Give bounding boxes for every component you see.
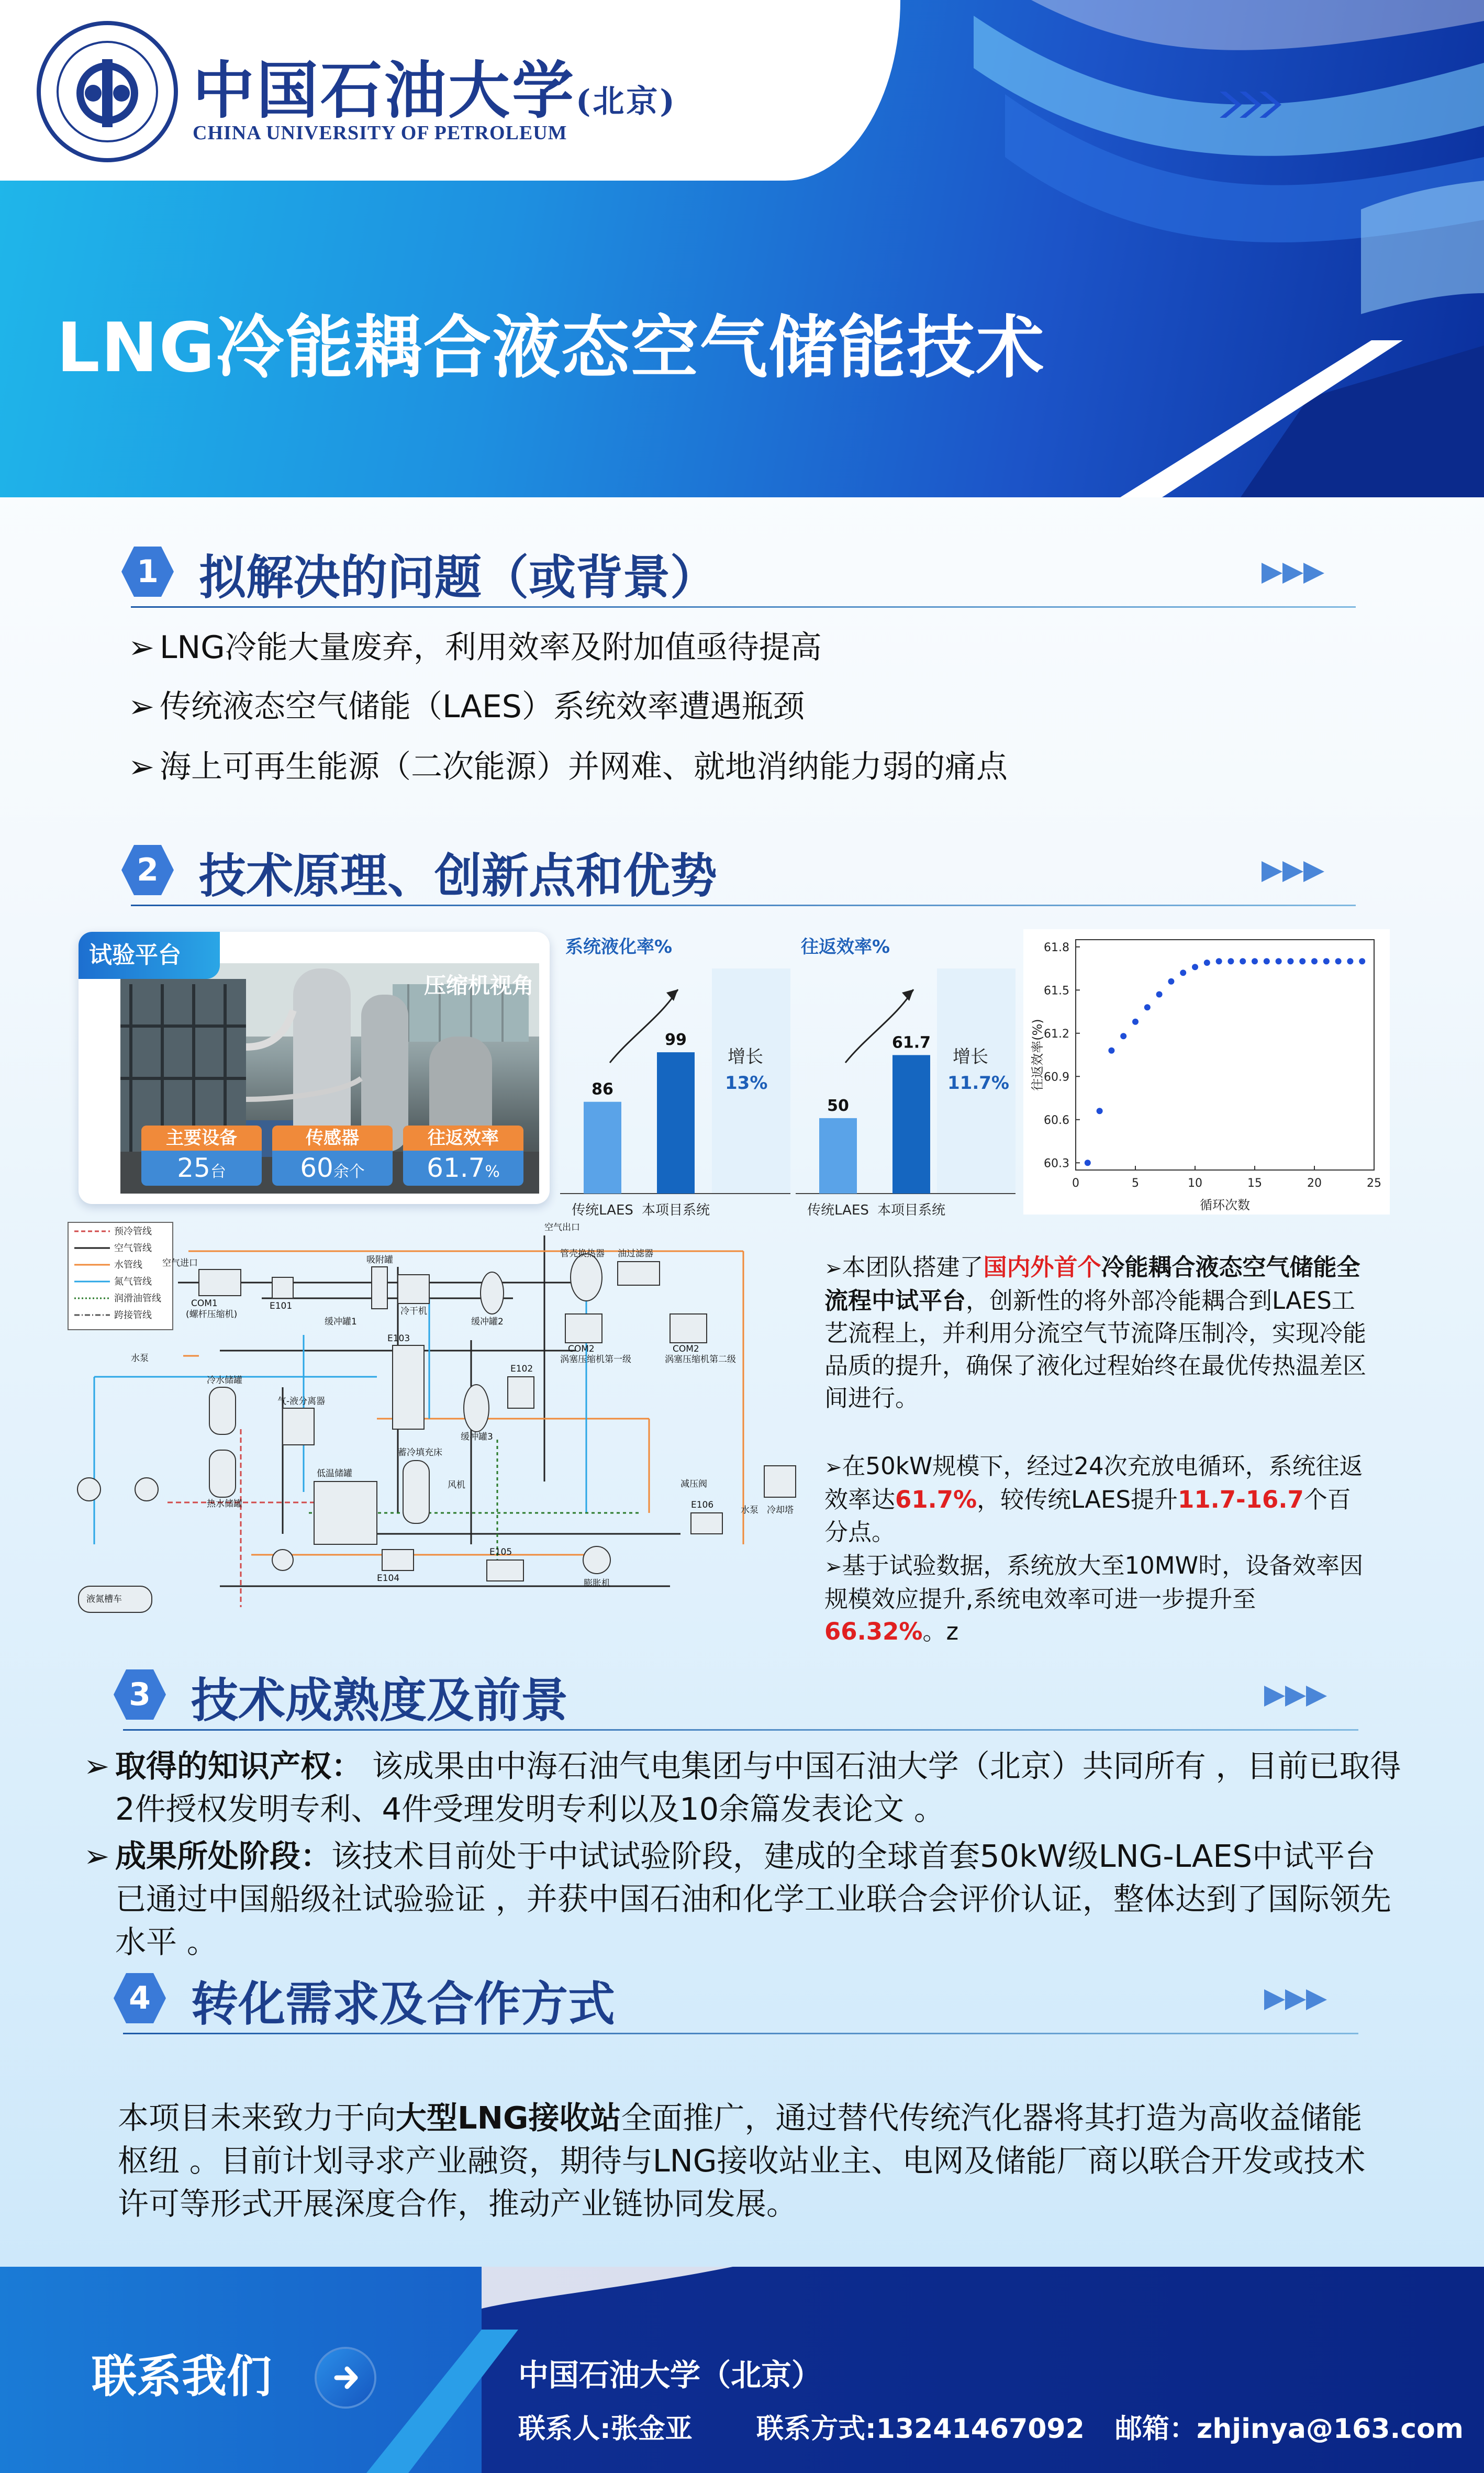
bar <box>657 1052 695 1194</box>
bar-value-label: 86 <box>592 1080 613 1099</box>
scatter-point <box>1180 970 1186 976</box>
liquefaction-rate-chart <box>560 937 790 1218</box>
footer-org: 中国石油大学（北京） <box>518 2357 822 2393</box>
y-tick-label: 60.6 <box>1044 1113 1069 1127</box>
scatter-point <box>1144 1004 1151 1010</box>
platform-tag: 试验平台 <box>79 932 220 979</box>
scatter-point <box>1287 958 1293 964</box>
x-tick-label: 5 <box>1132 1177 1139 1190</box>
scatter-point <box>1228 958 1234 964</box>
chart-title: 往返效率% <box>801 937 890 957</box>
bullet-arrow-icon: ➢ <box>824 1555 842 1579</box>
svg-text:低温储罐: 低温储罐 <box>317 1468 352 1479</box>
process-flow-diagram <box>63 1220 806 1618</box>
scatter-point <box>1359 958 1365 964</box>
university-name-cn: 中国石油大学(北京) <box>193 54 677 127</box>
bullet-arrow-icon: ➢ <box>128 688 155 725</box>
scatter-point <box>1168 978 1174 985</box>
bullet-arrow-icon: ➢ <box>84 1748 110 1784</box>
scatter-point <box>1335 958 1342 964</box>
bar-value-label: 61.7 <box>891 1033 931 1052</box>
svg-text:水泵: 水泵 <box>131 1353 149 1364</box>
svg-text:COM2: COM2 <box>673 1344 699 1354</box>
growth-arrow <box>610 989 678 1063</box>
section-3-heading: 3 技术成熟度及前景 <box>113 1662 1358 1730</box>
scatter-point <box>1216 958 1222 964</box>
chart-annotation: 增长 <box>953 1046 988 1067</box>
svg-text:涡塞压缩机第一级: 涡塞压缩机第一级 <box>560 1354 631 1365</box>
scatter-point <box>1347 958 1353 964</box>
contact-person: 联系人:张金亚 <box>518 2413 693 2445</box>
svg-text:E104: E104 <box>377 1573 400 1584</box>
bullet-arrow-icon: ➢ <box>128 749 155 785</box>
svg-text:热水储罐: 热水储罐 <box>207 1499 242 1509</box>
svg-text:冷干机: 冷干机 <box>400 1306 427 1317</box>
ip-rights: ➢ 取得的知识产权： 该成果由中海石油气电集团与中国石油大学（北京）共同所有 ，目前已取得2件授权发明专利、4件受理发明专利以及10余篇发表论文 。 <box>84 1745 1403 1831</box>
svg-text:E103: E103 <box>387 1333 410 1344</box>
arrow-right-circle-icon <box>317 2349 374 2407</box>
x-tick-label: 10 <box>1188 1177 1202 1190</box>
compressor-view-label: 压缩机视角 <box>423 973 534 998</box>
chart-annotation-value: 11.7% <box>947 1073 1009 1094</box>
svg-text:蓄冷填充床: 蓄冷填充床 <box>398 1447 442 1458</box>
header-banner <box>0 0 1484 497</box>
y-tick-label: 61.2 <box>1044 1027 1069 1041</box>
svg-text:减压阀: 减压阀 <box>680 1479 707 1489</box>
x-tick-label: 0 <box>1072 1177 1079 1190</box>
legend-item: 水管线 <box>114 1260 142 1271</box>
bullet-arrow-icon: ➢ <box>128 629 155 666</box>
test-platform-card <box>79 932 550 1204</box>
svg-text:缓冲罐3: 缓冲罐3 <box>461 1432 493 1442</box>
section-2-title: 技术原理、创新点和优势 <box>199 849 717 904</box>
svg-text:风机: 风机 <box>448 1480 465 1490</box>
svg-text:液氮槽车: 液氮槽车 <box>86 1594 122 1605</box>
scatter-point <box>1240 958 1246 964</box>
x-tick-label: 25 <box>1367 1177 1381 1190</box>
stat-equipment: 主要设备 25台 <box>141 1126 262 1186</box>
scatter-point <box>1156 992 1163 998</box>
bullet-arrow-icon: ➢ <box>824 1455 842 1479</box>
bar <box>819 1118 857 1194</box>
scatter-point <box>1264 958 1270 964</box>
platform-description <box>824 1251 1371 1414</box>
scatter-point <box>1108 1048 1114 1054</box>
bar-category-label: 本项目系统 <box>641 1202 710 1218</box>
round-trip-efficiency-chart <box>796 937 1016 1218</box>
rich-para-1: 在50kW规模下，经过24次充放电循环，系统往返效率达61.7%，较传统LAES提升11.7-16.7个百分点。 <box>824 1452 1363 1546</box>
bar-category-label: 传统LAES <box>572 1202 633 1218</box>
rich-para-2: 基于试验数据，系统放大至10MW时，设备效率因规模效应提升,系统电效率可进一步提升至66.32%。z <box>824 1552 1364 1645</box>
scatter-point <box>1132 1019 1139 1025</box>
section-1-bullet-2: ➢ 传统液态空气储能（LAES）系统效率遭遇瓶颈 <box>128 686 805 728</box>
legend-item: 氮气管线 <box>114 1276 152 1287</box>
double-chevron-right-icon <box>1264 1987 1337 2013</box>
legend-item: 空气管线 <box>114 1243 152 1254</box>
scatter-point <box>1311 958 1318 964</box>
bullet-arrow-icon: ➢ <box>824 1256 842 1280</box>
header-decoration <box>785 0 1484 497</box>
double-chevron-right-icon <box>1264 1683 1337 1709</box>
svg-text:油过滤器: 油过滤器 <box>618 1249 653 1259</box>
cooperation-description <box>118 2097 1385 2225</box>
scatter-point <box>1085 1160 1091 1166</box>
bullet-arrow-icon: ➢ <box>84 1838 110 1874</box>
contact-button[interactable] <box>317 2349 374 2407</box>
svg-text:空气出口: 空气出口 <box>544 1222 580 1233</box>
bar-value-label: 99 <box>665 1031 687 1050</box>
contact-title: 联系我们 <box>92 2351 272 2403</box>
y-axis-label: 往返效率(%) <box>1030 1019 1045 1091</box>
svg-text:水泵: 水泵 <box>741 1505 758 1516</box>
bar <box>584 1102 621 1194</box>
contact-phone: 联系方式:13241467092 <box>756 2413 1085 2445</box>
scatter-point <box>1192 964 1198 970</box>
stat-efficiency: 往返效率 61.7% <box>403 1126 523 1186</box>
svg-text:冷水储罐: 冷水储罐 <box>207 1375 242 1386</box>
section-2-heading: 2 技术原理、创新点和优势 <box>120 838 1356 906</box>
section-1-bullet-1: ➢ LNG冷能大量废弃，利用效率及附加值亟待提高 <box>128 627 822 669</box>
svg-text:冷却塔: 冷却塔 <box>767 1505 794 1516</box>
svg-text:膨胀机: 膨胀机 <box>584 1578 610 1589</box>
contact-email[interactable]: 邮箱：zhjinya@163.com <box>1115 2413 1464 2445</box>
x-tick-label: 15 <box>1247 1177 1262 1190</box>
svg-text:空气进口: 空气进口 <box>162 1258 198 1268</box>
bar-category-label: 传统LAES <box>807 1202 869 1218</box>
y-tick-label: 61.5 <box>1044 984 1069 998</box>
scatter-point <box>1299 958 1306 964</box>
chart-annotation: 增长 <box>728 1046 763 1067</box>
chart-title: 系统液化率% <box>565 937 673 957</box>
university-seal-icon <box>37 21 178 162</box>
scatter-point <box>1252 958 1258 964</box>
svg-text:缓冲罐2: 缓冲罐2 <box>471 1317 504 1327</box>
efficiency-scatter-chart <box>1023 929 1390 1215</box>
rich-para-s4: 本项目未来致力于向大型LNG接收站全面推广，通过替代传统汽化器将其打造为高收益储能枢纽 。目前计划寻求产业融资，期待与LNG接收站业主、电网及储能厂商以联合开发或技术许可等形式开展深度合作，推动产业链协同发展。 <box>118 2100 1366 2222</box>
svg-text:E106: E106 <box>691 1500 714 1510</box>
efficiency-result <box>824 1450 1371 1549</box>
svg-text:涡塞压缩机第二级: 涡塞压缩机第二级 <box>665 1354 736 1365</box>
scatter-point <box>1276 958 1282 964</box>
scatter-point <box>1204 960 1210 966</box>
rich-para-0: 本团队搭建了国内外首个冷能耦合液态空气储能全流程中试平台，创新性的将外部冷能耦合到LAES工艺流程上，并利用分流空气节流降压制冷，实现冷能品质的提升，确保了液化过程始终在最优传热温差区间进行。 <box>824 1253 1367 1412</box>
svg-text:COM1: COM1 <box>191 1298 218 1309</box>
svg-text:COM2: COM2 <box>568 1344 595 1354</box>
scatter-point <box>1120 1033 1126 1039</box>
page-title: LNG冷能耦合液态空气储能技术 <box>57 308 1045 387</box>
chart-annotation-value: 13% <box>725 1073 768 1094</box>
scatter-point <box>1097 1108 1103 1114</box>
stage-description: ➢ 成果所处阶段：该技术目前处于中试试验阶段，建成的全球首套50kW级LNG-LAES中试平台已通过中国船级社试验验证 ，并获中国石油和化学工业联合会评价认证，整体达到了国际领先水平 。 <box>84 1835 1403 1964</box>
scatter-point <box>1323 958 1330 964</box>
section-1-heading: 1 拟解决的问题（或背景） <box>120 539 1356 607</box>
legend-item: 跨接管线 <box>114 1310 152 1321</box>
scale-up-result <box>824 1550 1371 1648</box>
svg-text:缓冲罐1: 缓冲罐1 <box>325 1317 357 1327</box>
x-tick-label: 20 <box>1307 1177 1322 1190</box>
section-1-title: 拟解决的问题（或背景） <box>199 550 717 605</box>
legend-item: 预冷管线 <box>114 1226 152 1237</box>
double-chevron-right-icon <box>1262 560 1335 586</box>
svg-text:E102: E102 <box>510 1364 533 1374</box>
section-1-bullet-3: ➢ 海上可再生能源（二次能源）并网难、就地消纳能力弱的痛点 <box>128 746 1008 788</box>
svg-text:吸附罐: 吸附罐 <box>366 1255 393 1265</box>
svg-text:气-液分离器: 气-液分离器 <box>277 1396 326 1407</box>
y-tick-label: 60.3 <box>1044 1157 1069 1171</box>
x-axis-label: 循环次数 <box>1200 1198 1250 1212</box>
bar <box>892 1055 930 1194</box>
legend-item: 润滑油管线 <box>114 1293 161 1304</box>
svg-text:E101: E101 <box>270 1301 293 1311</box>
svg-text:(螺杆压缩机): (螺杆压缩机) <box>186 1309 238 1320</box>
stat-sensors: 传感器 60余个 <box>272 1126 393 1186</box>
section-3-title: 技术成熟度及前景 <box>191 1673 568 1728</box>
university-name-en: CHINA UNIVERSITY OF PETROLEUM <box>193 122 567 144</box>
bar-category-label: 本项目系统 <box>877 1202 946 1218</box>
svg-text:管壳换热器: 管壳换热器 <box>560 1249 605 1259</box>
bar-value-label: 50 <box>827 1096 849 1115</box>
svg-text:E105: E105 <box>489 1547 512 1557</box>
section-4-title: 转化需求及合作方式 <box>191 1977 615 2032</box>
double-chevron-right-icon <box>1262 859 1335 885</box>
y-tick-label: 61.8 <box>1044 941 1069 954</box>
section-4-heading: 4 转化需求及合作方式 <box>113 1966 1358 2034</box>
y-tick-label: 60.9 <box>1044 1071 1069 1084</box>
